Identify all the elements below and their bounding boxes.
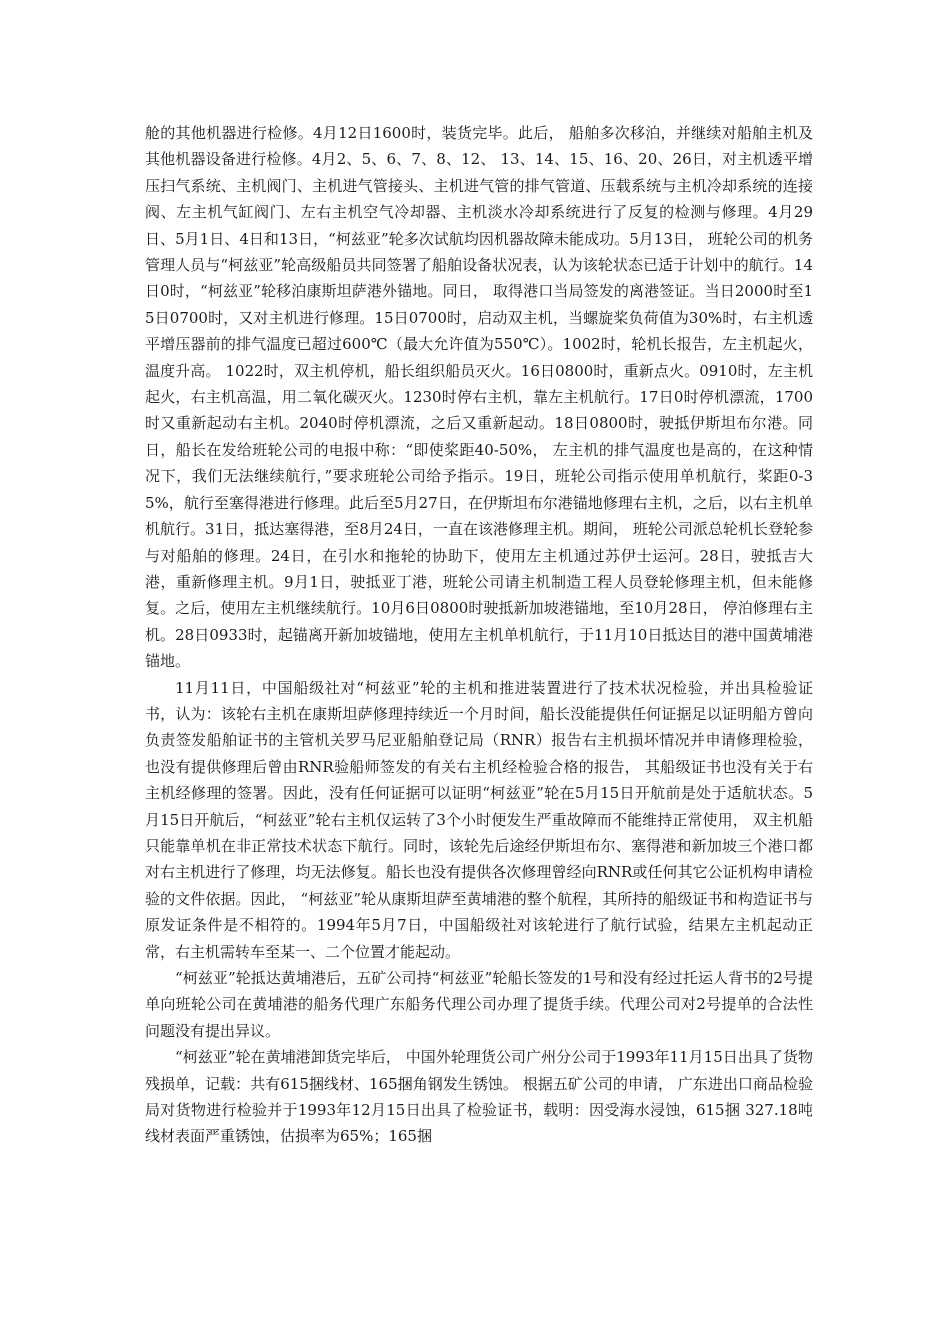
document-body: [145, 120, 813, 1150]
paragraph-delivery: “柯兹亚”轮抵达黄埔港后，五矿公司持“柯兹亚”轮船长签发的1号和没有经过托运人背书的2号提单向班轮公司在黄埔港的船务代理广东船务代理公司办理了提货手续。代理公司对2号提单的合法性问题没有提出异议。: [145, 969, 813, 1040]
paragraph-continued: 舱的其他机器进行检修。4月12日1600时，装货完毕。此后， 船舶多次移泊，并继续对船舶主机及其他机器设备进行检修。4月2、5、6、7、8、12、 13、14、15、16、20、26日，对主机透平增压扫气系统、主机阀门、主机进气管接头、主机进气管的排气管道、压载系统与主机冷却系统的连接阀、左主机气缸阀门、左右主机空气冷却器、主机淡水冷却系统进行了反复的检测与修理。4月29日、5月1日、4日和13日，“柯兹亚”轮多次试航均因机器故障未能成功。5月13日， 班轮公司的机务管理人员与“柯兹亚”轮高级船员共同签署了船舶设备状况表，认为该轮状态已适于计划中的航行。14日0时，“柯兹亚”轮移泊康斯坦萨港外锚地。同日， 取得港口当局签发的离港签证。当日2000时至15日0700时，又对主机进行修理。15日0700时，启动双主机，当螺旋桨负荷值为30%时，右主机透平增压器前的排气温度已超过600℃（最大允许值为550℃）。1002时，轮机长报告，左主机起火，温度升高。 1022时，双主机停机，船长组织船员灭火。16日0800时，重新点火。0910时，左主机起火，右主机高温，用二氧化碳灭火。1230时停右主机，靠左主机航行。17日0时停机漂流，1700时又重新起动右主机。2040时停机漂流，之后又重新起动。18日0800时，驶抵伊斯坦布尔港。同日，船长在发给班轮公司的电报中称：“即使桨距40-50%， 左主机的排气温度也是高的，在这种情况下，我们无法继续航行，”要求班轮公司给予指示。19日，班轮公司指示使用单机航行，桨距0-35%，航行至塞得港进行修理。此后至5月27日，在伊斯坦布尔港锚地修理右主机，之后，以右主机单机航行。31日，抵达塞得港，至8月24日，一直在该港修理主机。期间， 班轮公司派总轮机长登轮参与对船舶的修理。24日，在引水和拖轮的协助下，使用左主机通过苏伊士运河。28日，驶抵吉大港，重新修理主机。9月1日，驶抵亚丁港，班轮公司请主机制造工程人员登轮修理主机，但未能修复。之后，使用左主机继续航行。10月6日0800时驶抵新加坡港锚地，至10月28日， 停泊修理右主机。28日0933时，起锚离开新加坡锚地，使用左主机单机航行，于11月10日抵达目的港中国黄埔港锚地。: [145, 124, 814, 671]
paragraph-inspection: 11月11日，中国船级社对“柯兹亚”轮的主机和推进装置进行了技术状况检验，并出具检验证书，认为：该轮右主机在康斯坦萨修理持续近一个月时间，船长没能提供任何证据足以证明船方曾向负责签发船舶证书的主管机关罗马尼亚船舶登记局（RNR）报告右主机损坏情况并申请修理检验， 也没有提供修理后曾由RNR验船师签发的有关右主机经检验合格的报告， 其船级证书也没有关于右主机经修理的签署。因此，没有任何证据可以证明“柯兹亚”轮在5月15日开航前是处于适航状态。5月15日开航后，“柯兹亚”轮右主机仅运转了3个小时便发生严重故障而不能维持正常使用， 双主机船只能靠单机在非正常技术状态下航行。同时，该轮先后途经伊斯坦布尔、塞得港和新加坡三个港口都对右主机进行了修理，均无法修复。船长也没有提供各次修理曾经向RNR或任何其它公证机构申请检验的文件依据。因此， “柯兹亚”轮从康斯坦萨至黄埔港的整个航程，其所持的船级证书和构造证书与原发证条件是不相符的。1994年5月7日，中国船级社对该轮进行了航行试验，结果左主机起动正常，右主机需转车至某一、二个位置才能起动。: [145, 678, 813, 961]
paragraph-damage: “柯兹亚”轮在黄埔港卸货完毕后， 中国外轮理货公司广州分公司于1993年11月15日出具了货物残损单，记载：共有615捆线材、165捆角钢发生锈蚀。 根据五矿公司的申请， 广东进出口商品检验局对货物进行检验并于1993年12月15日出具了检验证书，载明：因受海水浸蚀，615捆 327.18吨线材表面严重锈蚀，估损率为65%；165捆: [145, 1048, 813, 1146]
